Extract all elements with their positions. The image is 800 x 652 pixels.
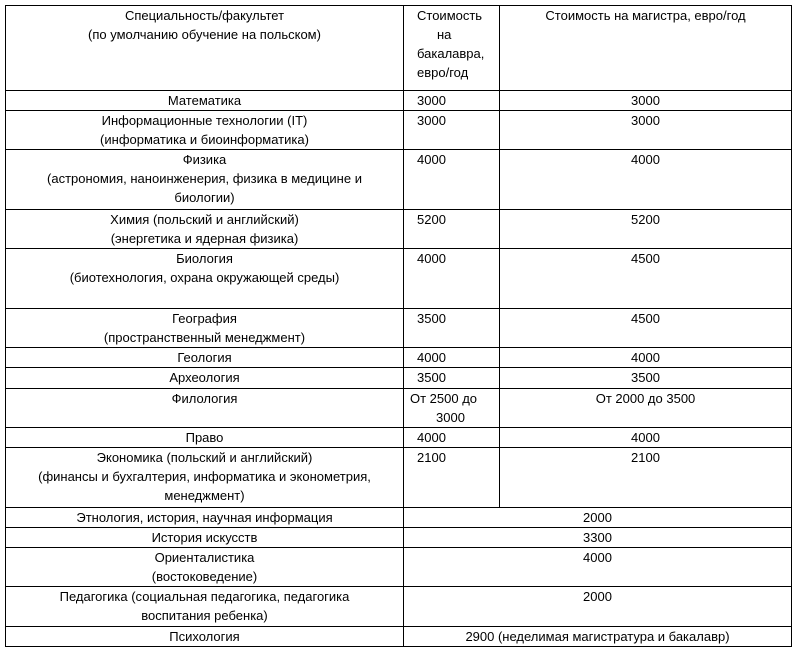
- bachelor-line: 3000: [417, 112, 446, 128]
- specialty-line: Биология: [176, 251, 233, 267]
- header-specialty: [6, 6, 404, 91]
- specialty-line: (пространственный менеджмент): [103, 329, 306, 345]
- specialty-line: (финансы и бухгалтерия, информатика и эконометрия,: [38, 469, 371, 485]
- table-row-merged: [6, 507, 792, 527]
- specialty-line: Этнология, история, научная информация: [76, 509, 333, 525]
- specialty-line: Экономика (польский и английский): [96, 450, 313, 466]
- bachelor-line: 3000: [417, 92, 446, 108]
- master-price: 3500: [500, 368, 792, 388]
- specialty-cell: [6, 527, 404, 547]
- bachelor-price: [404, 427, 500, 447]
- master-price: 4000: [500, 150, 792, 210]
- bachelor-line: 3500: [417, 310, 446, 326]
- specialty-cell: [6, 368, 404, 388]
- header-bachelor: [404, 6, 500, 91]
- table-row: [6, 448, 792, 508]
- bachelor-line: От 2500 до: [410, 390, 478, 406]
- header-bachelor-line: бакалавра,: [417, 46, 485, 61]
- bachelor-price: [404, 249, 500, 309]
- bachelor-price: [404, 110, 500, 149]
- bachelor-line: 2100: [417, 450, 446, 466]
- master-price: 5200: [500, 209, 792, 248]
- combined-price: 2000: [404, 507, 792, 527]
- specialty-line: (биотехнология, охрана окружающей среды): [69, 270, 340, 286]
- specialty-line: Педагогика (социальная педагогика, педагогика: [59, 589, 350, 605]
- bachelor-line: 4000: [417, 251, 446, 267]
- specialty-cell: [6, 507, 404, 527]
- specialty-cell: [6, 448, 404, 508]
- master-price: От 2000 до 3500: [500, 388, 792, 427]
- bachelor-price: [404, 90, 500, 110]
- specialty-line: менеджмент): [164, 488, 245, 504]
- master-price: 3000: [500, 110, 792, 149]
- specialty-cell: [6, 110, 404, 149]
- master-price: 4500: [500, 308, 792, 347]
- combined-price: 2000: [404, 587, 792, 626]
- bachelor-price: [404, 368, 500, 388]
- specialty-cell: [6, 388, 404, 427]
- table-row: [6, 368, 792, 388]
- combined-price: 4000: [404, 547, 792, 586]
- specialty-line: Право: [185, 429, 224, 445]
- specialty-line: (энергетика и ядерная физика): [110, 230, 299, 246]
- bachelor-price: [404, 348, 500, 368]
- specialty-cell: [6, 626, 404, 646]
- table-row: [6, 110, 792, 149]
- table-row-merged: [6, 547, 792, 586]
- master-price: 4000: [500, 348, 792, 368]
- bachelor-price: [404, 150, 500, 210]
- bachelor-line: 3000: [436, 409, 465, 425]
- bachelor-line: 4000: [417, 350, 446, 366]
- bachelor-line: 5200: [417, 211, 446, 227]
- master-price: 4500: [500, 249, 792, 309]
- table-row: [6, 249, 792, 309]
- table-row-merged: [6, 587, 792, 626]
- header-bachelor-line: Стоимость: [417, 8, 483, 23]
- specialty-line: Информационные технологии (IT): [101, 112, 308, 128]
- specialty-cell: [6, 90, 404, 110]
- combined-price: 2900 (неделимая магистратура и бакалавр): [404, 626, 792, 646]
- table-header-row: [6, 6, 792, 91]
- specialty-cell: [6, 547, 404, 586]
- specialty-line: Математика: [167, 92, 242, 108]
- specialty-line: История искусств: [151, 529, 258, 545]
- specialty-line: (информатика и биоинформатика): [100, 131, 309, 147]
- table-row: [6, 348, 792, 368]
- table-row: [6, 209, 792, 248]
- specialty-line: воспитания ребенка): [141, 608, 268, 624]
- specialty-line: Геология: [177, 350, 232, 366]
- header-specialty-note: (по умолчанию обучение на польском): [88, 27, 321, 42]
- bachelor-line: 4000: [417, 429, 446, 445]
- bachelor-price: [404, 308, 500, 347]
- specialty-line: Психология: [169, 628, 240, 644]
- specialty-cell: [6, 150, 404, 210]
- specialty-line: География: [172, 310, 237, 326]
- header-specialty-line: Специальность/факультет: [124, 8, 285, 23]
- combined-price: 3300: [404, 527, 792, 547]
- bachelor-price: [404, 388, 500, 427]
- bachelor-line: 4000: [417, 152, 446, 168]
- specialty-cell: [6, 209, 404, 248]
- table-row: [6, 388, 792, 427]
- specialty-cell: [6, 587, 404, 626]
- bachelor-line: 3500: [417, 370, 446, 386]
- specialty-line: (астрономия, наноинженерия, физика в медицине и: [47, 171, 362, 187]
- master-price: 4000: [500, 427, 792, 447]
- header-bachelor-line: на: [437, 27, 452, 42]
- specialty-line: Химия (польский и английский): [110, 211, 299, 227]
- specialty-line: Ориенталистика: [154, 549, 255, 565]
- table-row-merged: [6, 527, 792, 547]
- header-bachelor-line: евро/год: [417, 65, 469, 80]
- table-row: [6, 308, 792, 347]
- specialty-cell: [6, 348, 404, 368]
- header-master: Стоимость на магистра, евро/год: [500, 6, 792, 91]
- table-row-merged: [6, 626, 792, 646]
- specialty-line: Филология: [171, 390, 238, 406]
- master-price: 3000: [500, 90, 792, 110]
- tuition-fees-table: [5, 5, 792, 647]
- bachelor-price: [404, 448, 500, 508]
- specialty-line: (востоковедение): [151, 568, 258, 584]
- table-row: [6, 90, 792, 110]
- specialty-line: Археология: [169, 370, 240, 386]
- specialty-line: биологии): [174, 190, 235, 206]
- specialty-cell: [6, 427, 404, 447]
- table-row: [6, 427, 792, 447]
- specialty-cell: [6, 249, 404, 309]
- master-price: 2100: [500, 448, 792, 508]
- bachelor-price: [404, 209, 500, 248]
- table-row: [6, 150, 792, 210]
- specialty-line: Физика: [182, 152, 227, 168]
- specialty-cell: [6, 308, 404, 347]
